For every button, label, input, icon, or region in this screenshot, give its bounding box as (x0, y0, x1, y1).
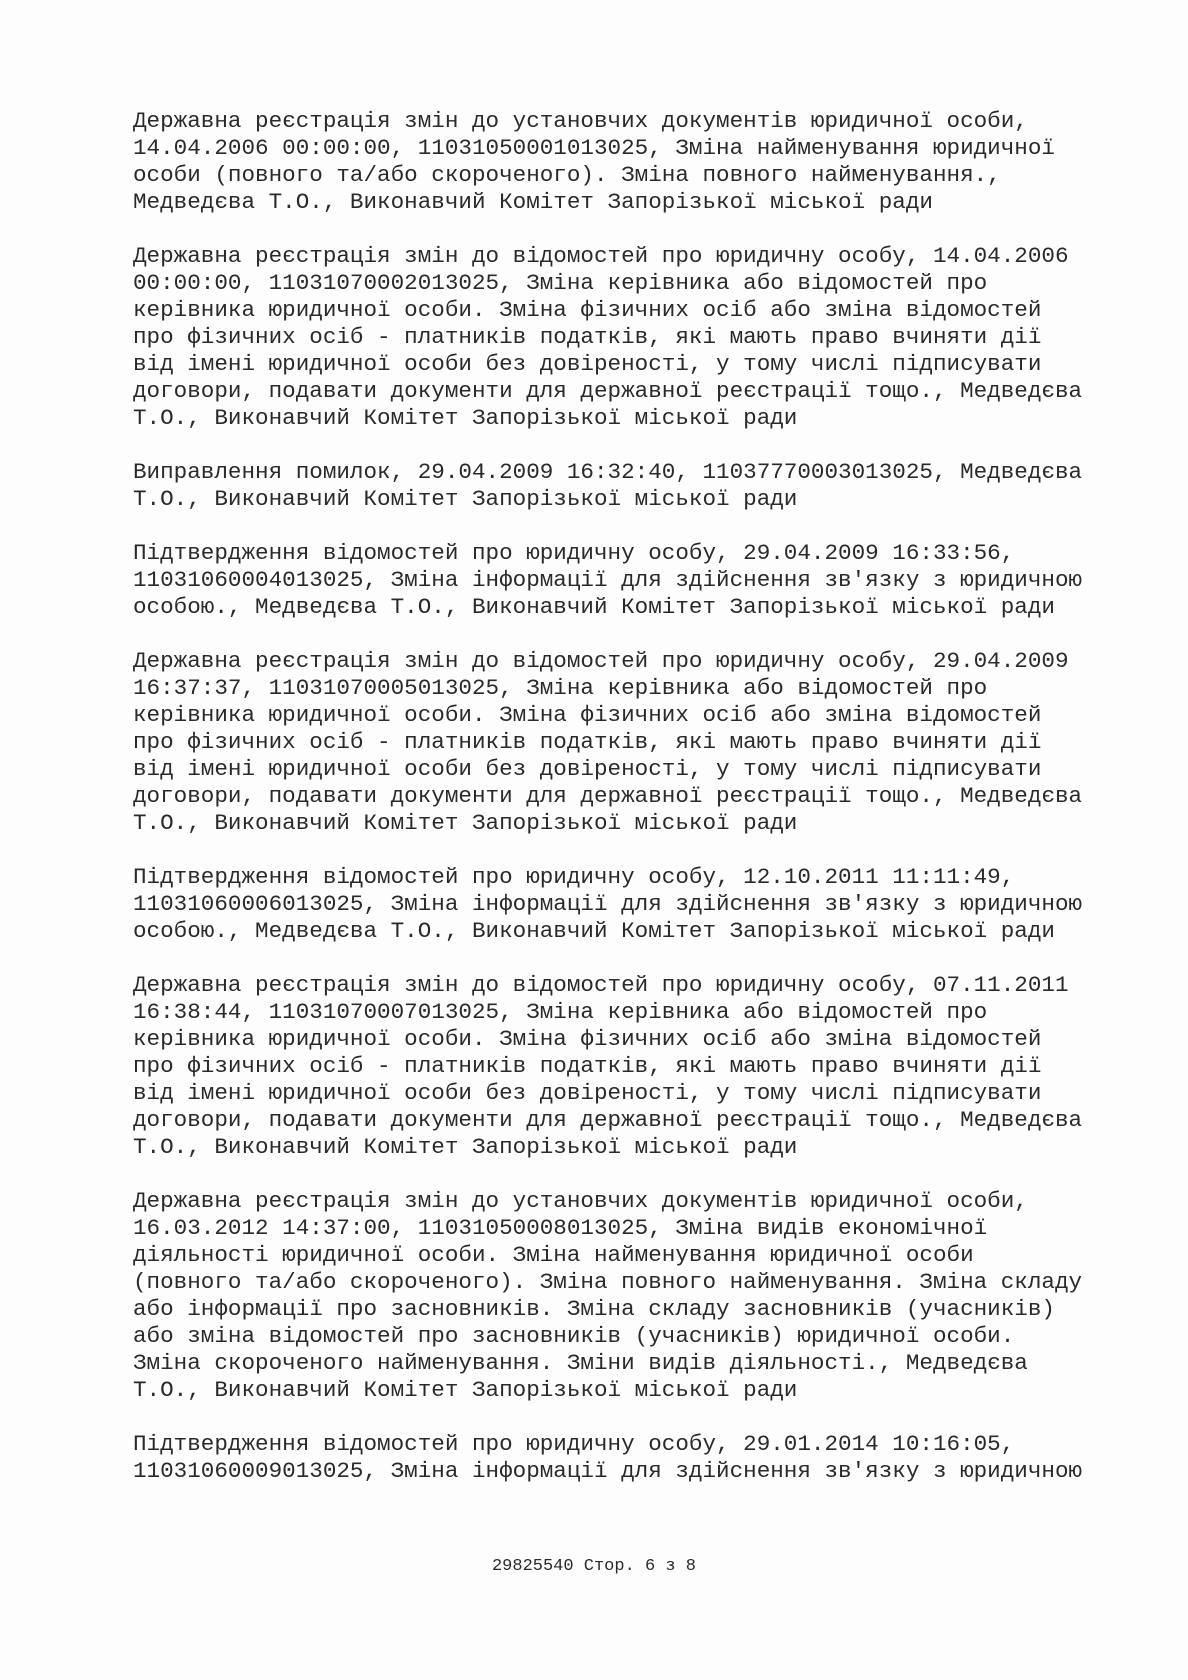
entry-text-line: особи (повного та/або скороченого). Зміна повного найменування., (133, 162, 1001, 188)
entry-text-line: Т.О., Виконавчий Комітет Запорізької міської ради (133, 405, 798, 431)
entry-text-line: особою., Медведєва Т.О., Виконавчий Комітет Запорізької міської ради (133, 918, 1055, 944)
entry-text-line: Медведєва Т.О., Виконавчий Комітет Запорізької міської ради (133, 189, 933, 215)
page-footer: 29825540 Стор. 6 з 8 (491, 1557, 697, 1576)
entry-text-line: 16:37:37, 11031070005013025, Зміна керівника або відомостей про (133, 675, 988, 701)
registration-entry (133, 243, 1133, 432)
entry-text-line: Підтвердження відомостей про юридичну особу, 29.04.2009 16:33:56, (133, 540, 1015, 566)
registration-entry (133, 864, 1133, 945)
entry-text-line: про фізичних осіб - платників податків, які мають право вчиняти дії (133, 1053, 1042, 1079)
entry-text-line: Підтвердження відомостей про юридичну особу, 12.10.2011 11:11:49, (133, 864, 1015, 890)
entry-text-line: договори, подавати документи для державної реєстрації тощо., Медведєва (133, 1107, 1083, 1133)
entry-text-line: керівника юридичної особи. Зміна фізичних осіб або зміна відомостей (133, 1026, 1042, 1052)
entry-text-line: 16.03.2012 14:37:00, 11031050008013025, Зміна видів економічної (133, 1215, 988, 1241)
entry-text-line: 14.04.2006 00:00:00, 11031050001013025, Зміна найменування юридичної (133, 135, 1055, 161)
entry-text-line: Зміна скороченого найменування. Зміни видів діяльності., Медведєва (133, 1350, 1028, 1376)
registration-entry (133, 459, 1133, 513)
entry-text-line: від імені юридичної особи без довіреності, у тому числі підписувати (133, 1080, 1042, 1106)
entry-text-line: 11031060009013025, Зміна інформації для здійснення зв'язку з юридичною (133, 1458, 1083, 1484)
entry-text-line: про фізичних осіб - платників податків, які мають право вчиняти дії (133, 324, 1042, 350)
entry-text-line: про фізичних осіб - платників податків, які мають право вчиняти дії (133, 729, 1042, 755)
entry-text-line: Державна реєстрація змін до відомостей про юридичну особу, 29.04.2009 (133, 648, 1069, 674)
entry-text-line: договори, подавати документи для державної реєстрації тощо., Медведєва (133, 378, 1083, 404)
entry-text-line: керівника юридичної особи. Зміна фізичних осіб або зміна відомостей (133, 297, 1042, 323)
entry-text-line: Державна реєстрація змін до відомостей про юридичну особу, 07.11.2011 (133, 972, 1069, 998)
entry-text-line: Т.О., Виконавчий Комітет Запорізької міської ради (133, 1134, 798, 1160)
entry-text-line: 11031060006013025, Зміна інформації для здійснення зв'язку з юридичною (133, 891, 1083, 917)
registration-entry (133, 1188, 1133, 1404)
entry-text-line: Т.О., Виконавчий Комітет Запорізької міської ради (133, 810, 798, 836)
entry-text-line: Т.О., Виконавчий Комітет Запорізької міської ради (133, 1377, 798, 1403)
entry-text-line: 11031060004013025, Зміна інформації для здійснення зв'язку з юридичною (133, 567, 1083, 593)
entry-text-line: Державна реєстрація змін до установчих документів юридичної особи, (133, 1188, 1028, 1214)
registration-entry (133, 540, 1133, 621)
entry-text-line: особою., Медведєва Т.О., Виконавчий Комітет Запорізької міської ради (133, 594, 1055, 620)
entry-text-line: Підтвердження відомостей про юридичну особу, 29.01.2014 10:16:05, (133, 1431, 1015, 1457)
registration-history-list (133, 108, 1133, 1512)
entry-text-line: 16:38:44, 11031070007013025, Зміна керівника або відомостей про (133, 999, 988, 1025)
registration-entry (133, 972, 1133, 1161)
entry-text-line: (повного та/або скороченого). Зміна повного найменування. Зміна складу (133, 1269, 1083, 1295)
entry-text-line: або інформації про засновників. Зміна складу засновників (учасників) (133, 1296, 1055, 1322)
registration-entry (133, 1431, 1133, 1485)
entry-text-line: Державна реєстрація змін до установчих документів юридичної особи, (133, 108, 1028, 134)
registration-entry (133, 648, 1133, 837)
entry-text-line: від імені юридичної особи без довіреності, у тому числі підписувати (133, 756, 1042, 782)
entry-text-line: Державна реєстрація змін до відомостей про юридичну особу, 14.04.2006 (133, 243, 1069, 269)
entry-text-line: 00:00:00, 11031070002013025, Зміна керівника або відомостей про (133, 270, 988, 296)
entry-text-line: Т.О., Виконавчий Комітет Запорізької міської ради (133, 486, 798, 512)
entry-text-line: Виправлення помилок, 29.04.2009 16:32:40, 11037770003013025, Медведєва (133, 459, 1083, 485)
registration-entry (133, 108, 1133, 216)
entry-text-line: договори, подавати документи для державної реєстрації тощо., Медведєва (133, 783, 1083, 809)
entry-text-line: діяльності юридичної особи. Зміна найменування юридичної особи (133, 1242, 974, 1268)
entry-text-line: керівника юридичної особи. Зміна фізичних осіб або зміна відомостей (133, 702, 1042, 728)
entry-text-line: або зміна відомостей про засновників (учасників) юридичної особи. (133, 1323, 1015, 1349)
entry-text-line: від імені юридичної особи без довіреності, у тому числі підписувати (133, 351, 1042, 377)
